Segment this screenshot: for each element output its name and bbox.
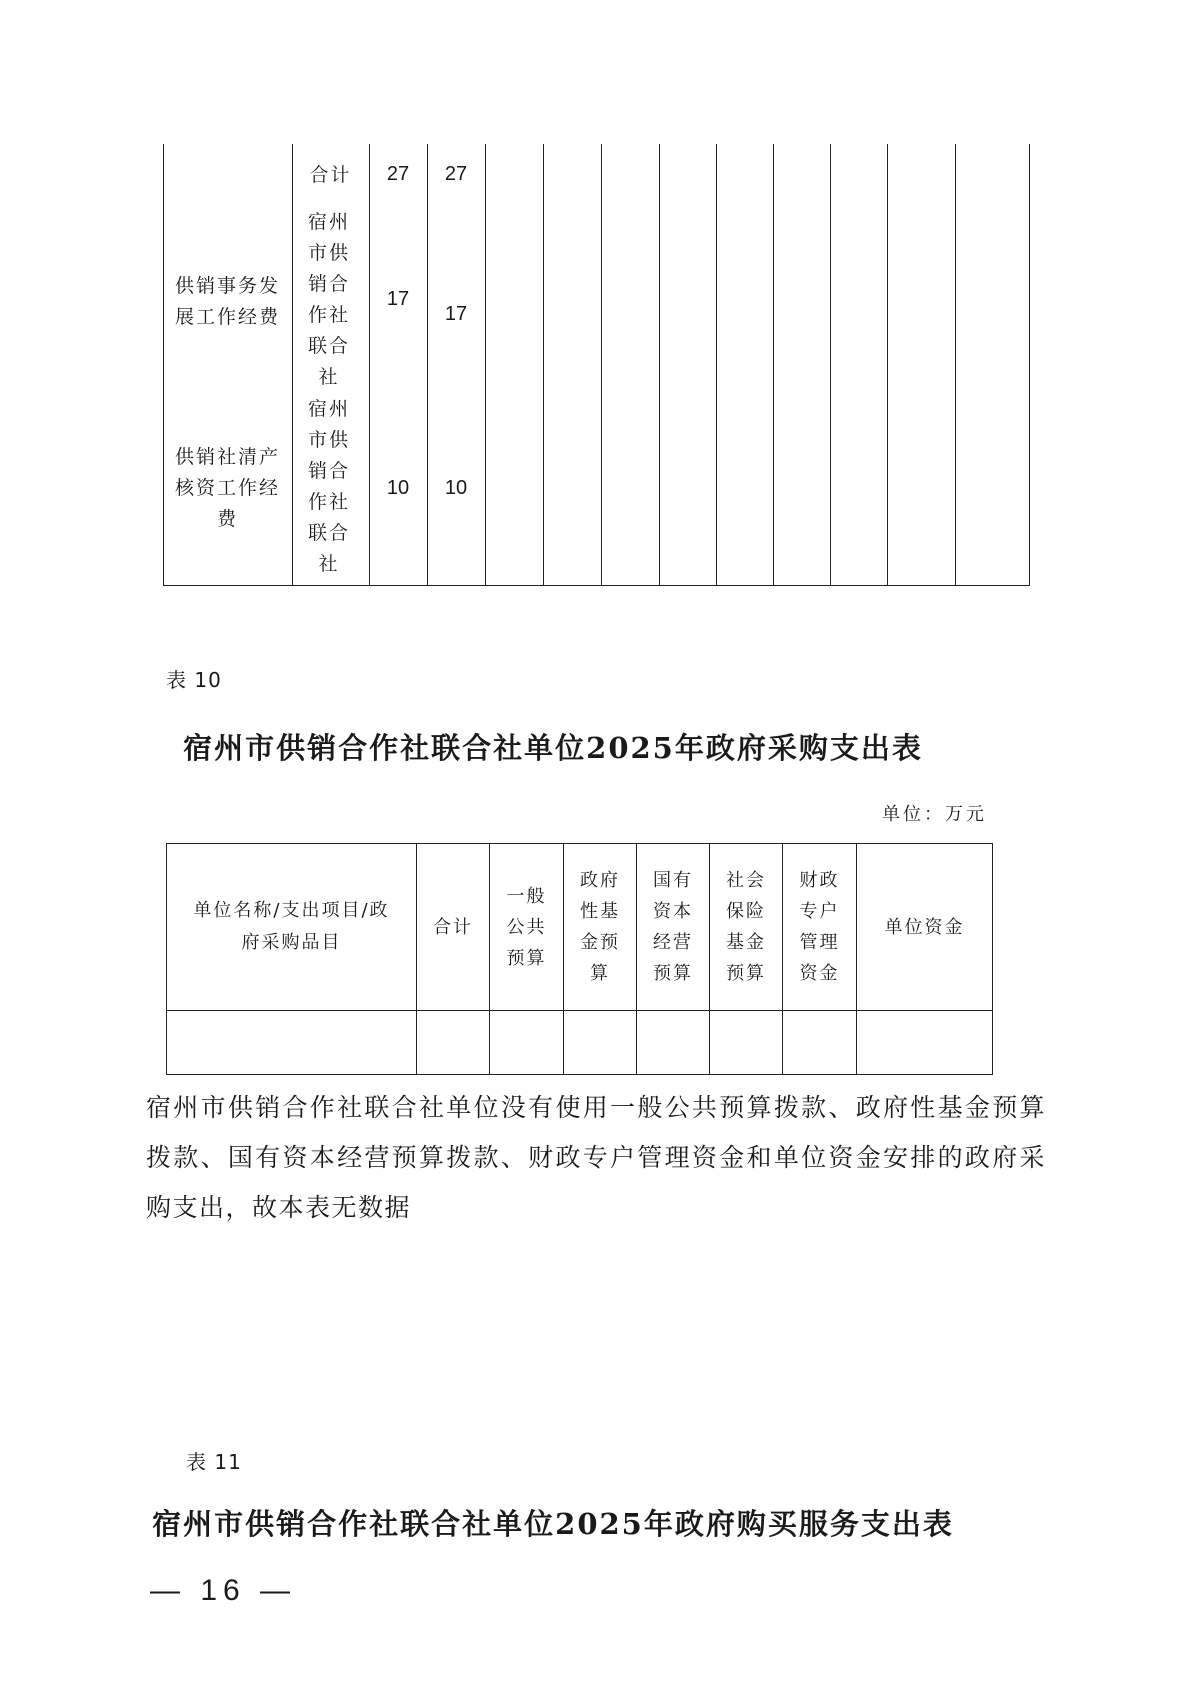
no-data-note: 宿州市供销合作社联合社单位没有使用一般公共预算拨款、政府性基金预算拨款、国有资本经营预算拨款、财政专户管理资金和单位资金安排的政府采购支出，故本表无数据 bbox=[146, 1093, 1046, 1222]
table-cell-general-budget: 17 bbox=[444, 303, 468, 325]
table-cell bbox=[490, 1011, 564, 1075]
table-cell-unit: 合计 bbox=[309, 164, 352, 186]
table-cell bbox=[167, 1011, 417, 1075]
header-social-insurance-budget: 社会保险基金预算 bbox=[710, 844, 783, 1011]
table-cell-total: 10 bbox=[386, 477, 410, 499]
table-title: 宿州市供销合作社联合社单位2025年政府采购支出表 bbox=[183, 731, 923, 765]
table-grid-line bbox=[659, 144, 660, 586]
table-grid-line bbox=[830, 144, 831, 586]
table-cell bbox=[417, 1011, 490, 1075]
header-general-budget: 一般公共预算 bbox=[490, 844, 564, 1011]
unit-label: 单位：万元 bbox=[882, 804, 987, 825]
table-cell-general-budget: 27 bbox=[444, 163, 468, 185]
procurement-table bbox=[166, 843, 993, 1075]
table-cell bbox=[564, 1011, 637, 1075]
table-row bbox=[167, 1011, 993, 1075]
table-cell bbox=[710, 1011, 783, 1075]
table-grid-line bbox=[1029, 144, 1030, 586]
table-cell-project: 供销社清产核资工作经费 bbox=[174, 446, 280, 530]
table-grid-line bbox=[887, 144, 888, 586]
table-label: 表 10 bbox=[166, 668, 222, 692]
table-grid-line bbox=[601, 144, 602, 586]
table-title: 宿州市供销合作社联合社单位2025年政府购买服务支出表 bbox=[152, 1507, 954, 1541]
table-cell-unit: 宿州市供销合作社联合社 bbox=[307, 398, 350, 575]
header-unit-funds: 单位资金 bbox=[857, 844, 993, 1011]
table-label: 表 11 bbox=[186, 1450, 242, 1474]
table-cell-unit: 宿州市供销合作社联合社 bbox=[307, 211, 350, 388]
table-grid-line bbox=[716, 144, 717, 586]
header-special-account-funds: 财政专户管理资金 bbox=[783, 844, 857, 1011]
table-cell bbox=[857, 1011, 993, 1075]
table-grid-line bbox=[292, 144, 293, 586]
table-grid-line bbox=[163, 585, 1030, 586]
continuation-table bbox=[163, 144, 1030, 586]
table-grid-line bbox=[427, 144, 428, 586]
table-cell-total: 27 bbox=[386, 163, 410, 185]
table-grid-line bbox=[163, 144, 164, 586]
table-cell-project: 供销事务发展工作经费 bbox=[174, 275, 280, 328]
page-number: — 16 — bbox=[150, 1574, 297, 1607]
table-grid-line bbox=[369, 144, 370, 586]
table-cell bbox=[783, 1011, 857, 1075]
table-grid-line bbox=[543, 144, 544, 586]
table-cell-general-budget: 10 bbox=[444, 477, 468, 499]
table-header-row bbox=[167, 844, 993, 1011]
table-grid-line bbox=[955, 144, 956, 586]
table-grid-line bbox=[485, 144, 486, 586]
header-total: 合计 bbox=[417, 844, 490, 1011]
table-cell-total: 17 bbox=[386, 288, 410, 310]
table-grid-line bbox=[773, 144, 774, 586]
header-gov-fund-budget: 政府性基金预算 bbox=[564, 844, 637, 1011]
header-state-capital-budget: 国有资本经营预算 bbox=[637, 844, 710, 1011]
header-unit-name: 单位名称/支出项目/政府采购品目 bbox=[167, 844, 417, 1011]
table-cell bbox=[637, 1011, 710, 1075]
